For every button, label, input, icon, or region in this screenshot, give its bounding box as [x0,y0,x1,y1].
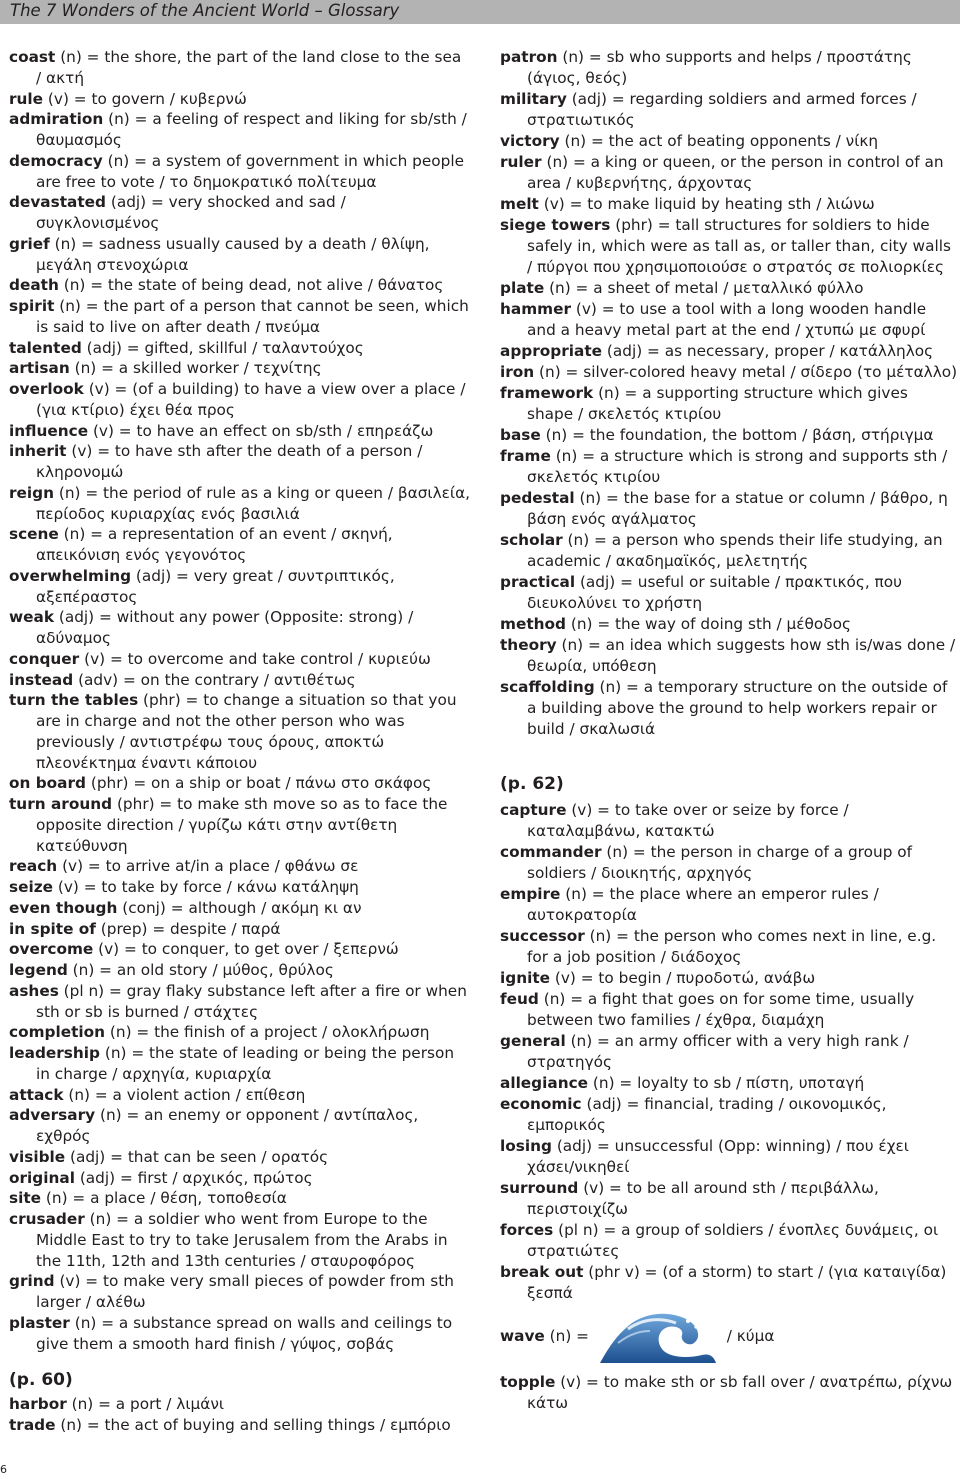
glossary-term: forces [500,1221,554,1239]
glossary-term: grind [9,1272,55,1291]
glossary-definition: (v) = to conquer, to get over / ξεπερνώ [93,940,399,959]
glossary-definition: (n) = the foundation, the bottom / βάση, στήριγμα [540,426,934,444]
glossary-term: in spite of [9,919,96,938]
glossary-entry-harbor [9,1394,471,1415]
glossary-entry-scaffolding [500,677,958,740]
glossary-term: base [500,426,541,444]
glossary-entry-on-board [9,773,471,794]
glossary-entry-overlook [9,379,471,421]
glossary-definition: (n) = a temporary structure on the outside of a building above the ground to help workers repair or build / σκαλωσιά [527,678,948,738]
glossary-term: appropriate [500,342,603,360]
glossary-definition: (n) = a violent action / επίθεση [63,1085,306,1104]
glossary-definition: (n) = the shore, the part of the land close to the sea / ακτή [36,48,462,87]
glossary-entry-site [9,1188,471,1209]
glossary-definition: (n) = the person in charge of a group of soldiers / διοικητής, αρχηγός [527,843,913,882]
glossary-term: seize [9,878,54,896]
glossary-entry-surround [500,1178,958,1220]
glossary-entry-instead [9,670,471,691]
glossary-definition: (v) = to take by force / κάνω κατάληψη [53,878,359,896]
glossary-definition: (adj) = without any power (Opposite: strong) / αδύναμος [36,608,414,647]
glossary-term: surround [500,1179,579,1197]
glossary-entry-successor [500,926,958,968]
glossary-term: attack [9,1085,64,1104]
glossary-definition: (n) = a structure which is strong and supports sth / σκελετός κτιρίου [527,447,948,486]
glossary-term: talented [9,338,82,357]
glossary-term: feud [500,990,539,1008]
glossary-term: economic [500,1095,582,1113]
glossary-term: original [9,1168,75,1187]
glossary-entry-allegiance [500,1073,958,1094]
glossary-definition: (n) = an enemy or opponent / αντίπαλος, εχθρός [36,1106,419,1145]
glossary-term: devastated [9,193,106,212]
glossary-definition: (phr) = to change a situation so that you are in charge and not the other person who was previously / αντιστρέφω τους όρους, αποκτώ πλεονέκτημα έναντι κάποιου [36,691,457,772]
glossary-term: turn the tables [9,691,139,710]
glossary-translation: / κύμα [721,1327,775,1345]
glossary-term: crusader [9,1210,85,1228]
glossary-term: coast [9,48,56,66]
glossary-entry-influence [9,421,471,442]
glossary-definition: (adj) = very great / συντριπτικός, αξεπέραστος [36,566,395,606]
glossary-definition: (n) = the part of a person that cannot be seen, which is said to live on after death / πνεύμα [36,297,469,336]
glossary-entry-artisan [9,358,471,379]
glossary-definition: (n) = the act of buying and selling things / εμπόριο [55,1416,451,1434]
glossary-definition: (pl n) = gray flaky substance left after a fire or when sth or sb is burned / στάχτες [36,981,467,1021]
glossary-definition: (adj) = financial, trading / οικονομικός, εμπορικός [527,1095,887,1134]
glossary-definition: (adj) = that can be seen / ορατός [65,1147,329,1166]
glossary-term: scene [9,525,59,544]
glossary-entry-overwhelming [9,566,471,608]
glossary-entry-reach [9,856,471,877]
glossary-definition: (n) = loyalty to sb / πίστη, υποταγή [588,1074,865,1092]
glossary-term: overlook [9,380,84,398]
section-heading-p-62: (p. 62) [500,774,564,794]
glossary-entry-coast [9,47,471,89]
glossary-definition: (n) = a representation of an event / σκηνή, απεικόνιση ενός γεγονότος [36,525,393,564]
glossary-entry-wave [500,1308,958,1364]
glossary-term: legend [9,961,68,979]
glossary-entry-leadership [9,1043,471,1085]
glossary-definition: (n) = an idea which suggests how sth is/was done / θεωρία, υπόθεση [527,636,956,675]
glossary-term: plate [500,279,545,297]
glossary-entry-even-though [9,898,471,919]
glossary-definition: (v) = to have sth after the death of a person / κληρονομώ [36,442,423,481]
glossary-definition: (n) = sadness usually caused by a death / θλίψη, μεγάλη στενοχώρια [36,234,430,274]
glossary-term: ashes [9,981,59,1000]
glossary-entry-military [500,89,958,131]
glossary-definition: (n) = a king or queen, or the person in control of an area / κυβερνήτης, άρχοντας [527,153,944,192]
glossary-definition: (n) = silver-colored heavy metal / σίδερο (το μέταλλο) [534,363,958,381]
glossary-definition: (n) = the finish of a project / ολοκλήρωση [105,1023,430,1042]
glossary-definition: (n) = a fight that goes on for some time, usually between two families / έχθρα, διαμάχη [527,990,915,1029]
glossary-entry-break-out [500,1262,958,1304]
glossary-definition: (n) = the way of doing sth / μέθοδος [565,615,851,633]
glossary-term: pedestal [500,489,575,507]
glossary-term: patron [500,48,558,66]
glossary-term: scholar [500,531,563,549]
glossary-entry-trade [9,1415,471,1436]
glossary-definition: (v) = to begin / πυροδοτώ, ανάβω [550,969,816,987]
right-column [500,47,958,1414]
glossary-entry-plate [500,278,958,299]
glossary-definition: (n) = a soldier who went from Europe to the Middle East to try to take Jerusalem from the Arabs in the 11th, 12th and 13th centuries / σταυροφόρος [36,1210,448,1270]
glossary-entry-in-spite-of [9,919,471,940]
glossary-term: even though [9,898,118,917]
glossary-entry-original [9,1168,471,1189]
glossary-definition: (n) = a supporting structure which gives shape / σκελετός κτιρίου [527,384,908,423]
glossary-entry-hammer [500,299,958,341]
glossary-entry-ashes [9,981,471,1023]
glossary-definition: (n) = a substance spread on walls and ceilings to give them a smooth hard finish / γύψος, σοβάς [36,1313,453,1353]
glossary-definition: (n) = sb who supports and helps / προστάτης (άγιος, θεός) [527,48,912,87]
glossary-definition: (phr v) = (of a storm) to start / (για καταιγίδα) ξεσπά [527,1263,947,1302]
glossary-term: grief [9,234,50,253]
glossary-definition: (n) = the act of beating opponents / νίκη [559,132,879,150]
glossary-term: topple [500,1373,556,1391]
glossary-definition: (adj) = unsuccessful (Opp: winning) / που έχει χάσει/νικηθεί [527,1137,909,1176]
glossary-entry-appropriate [500,341,958,362]
glossary-definition: (n) = a port / λιμάνι [66,1395,225,1414]
glossary-definition: (v) = to make liquid by heating sth / λιώνω [538,195,875,213]
glossary-term: melt [500,195,539,213]
glossary-term: influence [9,421,89,440]
glossary-entry-capture [500,800,958,842]
glossary-entry-ruler [500,152,958,194]
glossary-definition: (v) = to take over or seize by force / καταλαμβάνω, κατακτώ [527,801,849,840]
glossary-term: victory [500,132,560,150]
glossary-entry-general [500,1031,958,1073]
section-heading-p-60: (p. 60) [9,1370,73,1391]
glossary-definition: (n) = a person who spends their life studying, an academic / ακαδημαϊκός, μελετητής [527,531,943,570]
page-header [0,0,960,24]
glossary-term: inherit [9,442,67,461]
glossary-entry-inherit [9,441,471,483]
glossary-definition: (adj) = very shocked and sad / συγκλονισμένος [36,193,346,232]
glossary-entry-melt [500,194,958,215]
glossary-entry-talented [9,338,471,359]
glossary-term: method [500,615,566,633]
glossary-title: The 7 Wonders of the Ancient World – Glossary [10,1,400,20]
glossary-definition: (phr) = tall structures for soldiers to hide safely in, which were as tall as, or taller than, city walls / πύργοι που χρησιμοποιούσε ο στρατός σε πολιορκίες [527,216,951,276]
glossary-entry-siege-towers [500,215,958,278]
glossary-term: artisan [9,359,70,378]
glossary-term: military [500,90,567,108]
glossary-term: death [9,276,59,295]
glossary-term: completion [9,1023,106,1042]
glossary-term: rule [9,89,44,108]
glossary-entry-reign [9,483,471,525]
glossary-definition: (n) = a feeling of respect and liking for sb/sth / θαυμασμός [36,110,467,149]
glossary-term: visible [9,1147,66,1166]
glossary-definition: (v) = to overcome and take control / κυριεύω [79,649,431,668]
glossary-term: spirit [9,297,55,315]
glossary-entry-spirit [9,296,471,338]
glossary-entry-adversary [9,1105,471,1147]
glossary-term: plaster [9,1313,70,1332]
glossary-definition: (adj) = gifted, skillful / ταλαντούχος [81,338,364,357]
glossary-definition: (adv) = on the contrary / αντιθέτως [73,670,356,689]
glossary-term: overcome [9,940,94,959]
glossary-definition: (v) = to govern / κυβερνώ [43,89,247,108]
glossary-definition: (adj) = useful or suitable / πρακτικός, που διευκολύνει το χρήστη [527,573,902,612]
glossary-entry-topple [500,1372,958,1414]
glossary-term: commander [500,843,602,861]
glossary-definition: (n) = the period of rule as a king or queen / βασιλεία, περίοδος κυριαρχίας ενός βασιλιά [36,483,471,523]
glossary-term: reach [9,857,58,876]
glossary-definition: (n) = a sheet of metal / μεταλλικό φύλλο [544,279,864,297]
glossary-definition: (v) = to be all around sth / περιβάλλω, περιστοιχίζω [527,1179,879,1218]
glossary-entry-rule [9,89,471,110]
glossary-definition: (conj) = although / ακόμη κι αν [117,898,362,917]
glossary-term: reign [9,483,55,502]
glossary-entry-practical [500,572,958,614]
glossary-entry-framework [500,383,958,425]
glossary-entry-base [500,425,958,446]
glossary-definition: (prep) = despite / παρά [95,919,281,938]
page-number: 6 [0,1463,7,1476]
glossary-term: practical [500,573,576,591]
glossary-definition: (adj) = first / αρχικός, πρώτος [74,1168,313,1187]
glossary-entry-admiration [9,109,471,151]
glossary-definition: (phr) = on a ship or boat / πάνω στο σκάφος [86,774,432,793]
glossary-entry-democracy [9,151,471,193]
glossary-term: adversary [9,1106,96,1125]
wave-image [598,1309,718,1365]
glossary-term: ruler [500,153,542,171]
glossary-definition: (n) = [544,1327,594,1345]
glossary-entry-legend [9,960,471,981]
glossary-definition: (v) = to make sth or sb fall over / ανατρέπω, ρίχνω κάτω [527,1373,953,1412]
glossary-entry-plaster [9,1313,471,1355]
glossary-entry-frame [500,446,958,488]
glossary-term: hammer [500,300,572,318]
glossary-entry-conquer [9,649,471,670]
glossary-definition: (v) = to make very small pieces of powder from sth larger / αλέθω [36,1272,454,1311]
glossary-term: admiration [9,110,104,129]
glossary-entry-patron [500,47,958,89]
glossary-entry-ignite [500,968,958,989]
glossary-term: site [9,1189,42,1208]
glossary-term: iron [500,363,535,381]
glossary-term: theory [500,636,557,654]
glossary-entry-forces [500,1220,958,1262]
glossary-entry-iron [500,362,958,383]
glossary-term: trade [9,1416,56,1434]
glossary-definition: (v) = to use a tool with a long wooden handle and a heavy metal part at the end / χτυπώ με σφυρί [527,300,927,339]
glossary-entry-death [9,275,471,296]
glossary-definition: (v) = to have an effect on sb/sth / επηρεάζω [88,421,434,440]
glossary-term: framework [500,384,594,402]
glossary-entry-theory [500,635,958,677]
glossary-term: capture [500,801,567,819]
glossary-definition: (n) = the base for a statue or column / βάθρο, η βάση ενός αγάλματος [527,489,948,528]
glossary-term: scaffolding [500,678,595,696]
glossary-definition: (adj) = regarding soldiers and armed forces / στρατιωτικός [527,90,917,129]
glossary-entry-attack [9,1085,471,1106]
glossary-entry-economic [500,1094,958,1136]
glossary-definition: (n) = the person who comes next in line, e.g. for a job position / διάδοχος [527,927,937,966]
glossary-definition: (n) = the place where an emperor rules / αυτοκρατορία [527,885,879,924]
glossary-entry-pedestal [500,488,958,530]
glossary-definition: (phr) = to make sth move so as to face the opposite direction / γυρίζω κάτι στην αντίθετη κατεύθυνση [36,795,448,855]
glossary-entry-turn-the-tables [9,690,471,773]
glossary-term: break out [500,1263,584,1281]
glossary-term: weak [9,608,55,627]
glossary-definition: (adj) = as necessary, proper / κατάλληλος [602,342,934,360]
glossary-entry-scene [9,524,471,566]
glossary-definition: (n) = the state of being dead, not alive / θάνατος [58,276,444,295]
glossary-term: conquer [9,649,80,668]
glossary-entry-method [500,614,958,635]
glossary-term: overwhelming [9,566,132,585]
glossary-term: turn around [9,795,113,813]
glossary-term: wave [500,1327,545,1345]
glossary-definition: (n) = a skilled worker / τεχνίτης [69,359,322,378]
glossary-term: ignite [500,969,551,987]
glossary-entry-crusader [9,1209,471,1271]
glossary-entry-devastated [9,192,471,234]
glossary-entry-victory [500,131,958,152]
glossary-term: democracy [9,151,103,170]
glossary-definition: (n) = a place / θέση, τοποθεσία [41,1189,287,1208]
glossary-definition: (v) = to arrive at/in a place / φθάνω σε [57,857,359,876]
glossary-term: allegiance [500,1074,589,1092]
glossary-definition: (n) = the state of leading or being the person in charge / αρχηγία, κυριαρχία [36,1044,455,1083]
glossary-entry-scholar [500,530,958,572]
glossary-term: on board [9,774,86,793]
glossary-entry-grind [9,1271,471,1313]
glossary-entry-completion [9,1022,471,1043]
glossary-definition: (n) = an old story / μύθος, θρύλος [67,961,334,979]
glossary-entry-feud [500,989,958,1031]
glossary-term: frame [500,447,551,465]
glossary-term: siege towers [500,216,611,234]
glossary-definition: (pl n) = a group of soldiers / ένοπλες δυνάμεις, οι στρατιώτες [527,1221,939,1260]
glossary-entry-losing [500,1136,958,1178]
glossary-entry-visible [9,1147,471,1168]
glossary-entry-overcome [9,939,471,960]
glossary-definition: (n) = an army officer with a very high rank / στρατηγός [527,1032,909,1071]
glossary-term: harbor [9,1395,67,1414]
glossary-entry-grief [9,234,471,276]
glossary-term: leadership [9,1044,100,1062]
glossary-term: empire [500,885,561,903]
glossary-definition: (v) = (of a building) to have a view over a place / (για κτίριο) έχει θέα προς [36,380,466,419]
glossary-term: general [500,1032,566,1050]
glossary-term: instead [9,670,74,689]
glossary-entry-turn-around [9,794,471,856]
glossary-entry-seize [9,877,471,898]
glossary-term: successor [500,927,585,945]
glossary-entry-weak [9,607,471,649]
glossary-term: losing [500,1137,552,1155]
glossary-definition: (n) = a system of government in which people are free to vote / το δημοκρατικό πολίτευμα [36,151,464,191]
glossary-entry-commander [500,842,958,884]
glossary-entry-empire [500,884,958,926]
left-column [9,47,471,1436]
